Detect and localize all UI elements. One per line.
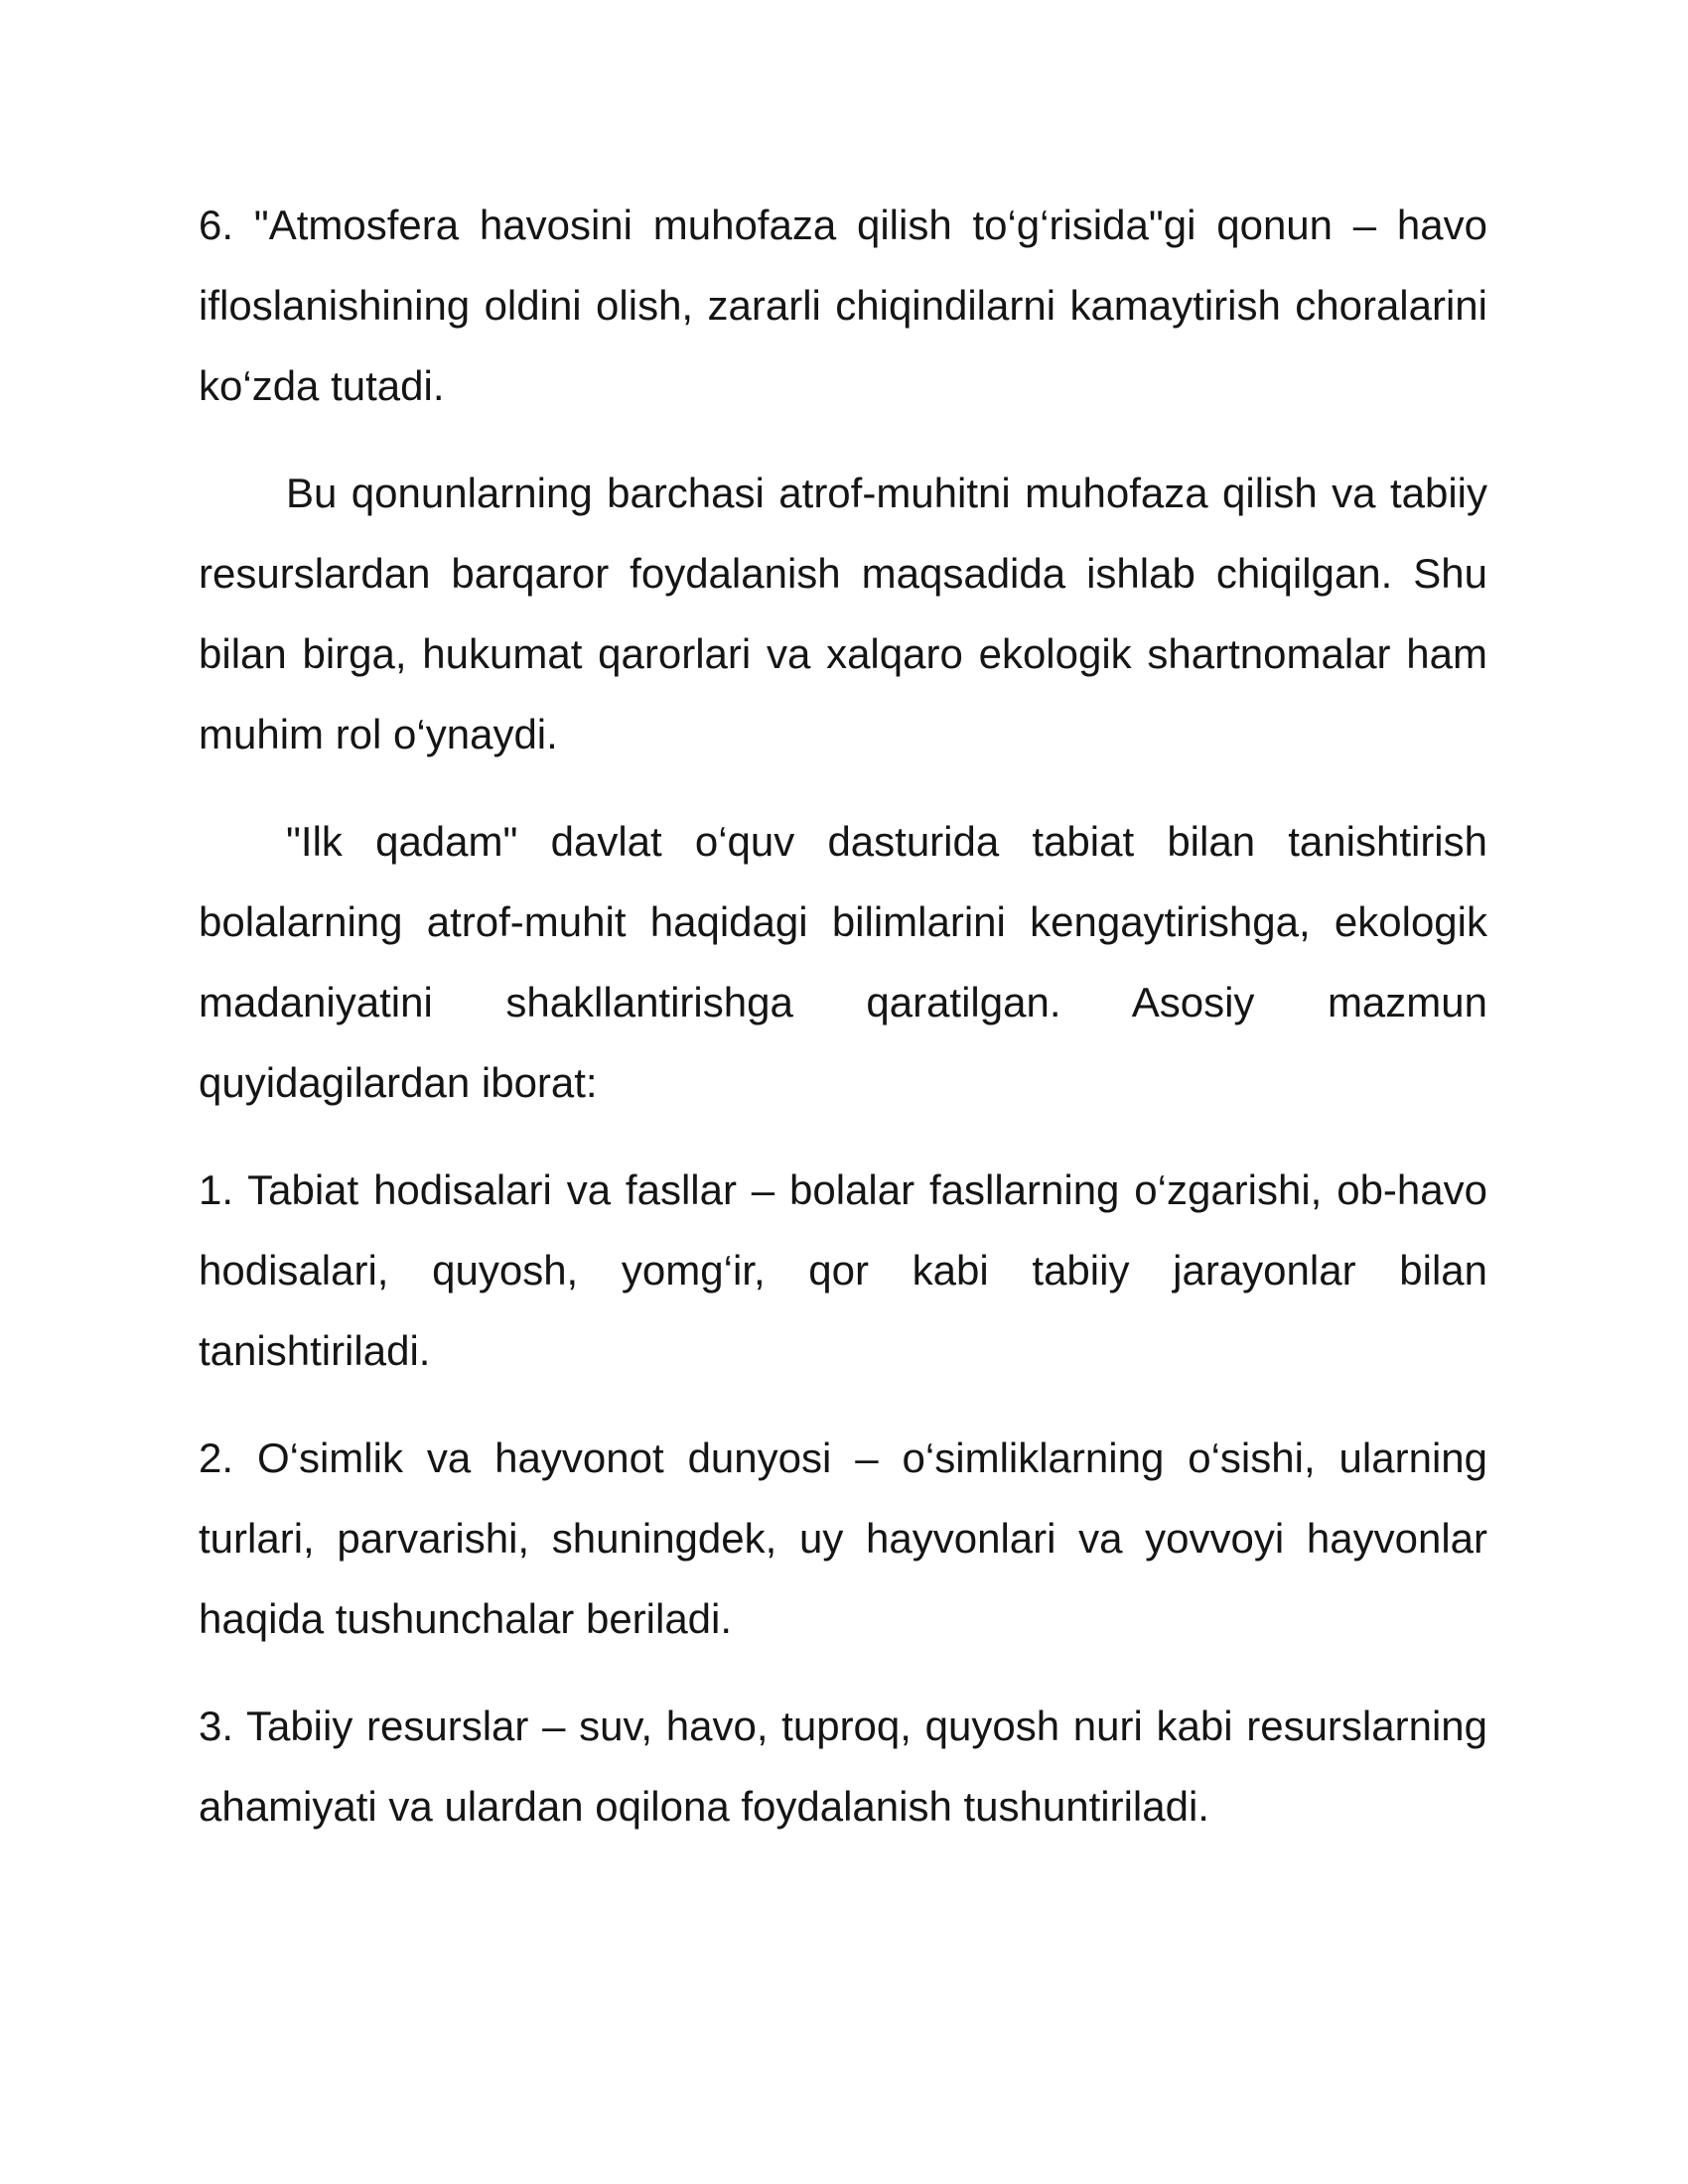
content-item-3: 3. Tabiiy resurslar – suv, havo, tuproq, quyosh nuri kabi resurslarning ahamiyati va ulardan oqilona foydalanish tushuntiriladi. — [199, 1703, 1487, 1830]
ilk-qadam-intro-paragraph: "Ilk qadam" davlat o‘quv dasturida tabiat bilan tanishtirish bolalarning atrof-muhit haqidagi bilimlarini kengaytirishga, ekologik madaniyatini shakllantirishga qaratilgan. Asosiy mazmun quyidagilardan iborat: — [199, 818, 1487, 1106]
law-paragraph-6: 6. "Atmosfera havosini muhofaza qilish to‘g‘risida"gi qonun – havo ifloslanishining oldini olish, zararli chiqindilarni kamaytirish choralarini ko‘zda tutadi. — [199, 202, 1487, 409]
document-body — [199, 185, 1487, 1873]
content-item-2: 2. O‘simlik va hayvonot dunyosi – o‘simliklarning o‘sishi, ularning turlari, parvarishi, shuningdek, uy hayvonlari va yovvoyi hayvonlar haqida tushunchalar beriladi. — [199, 1434, 1487, 1642]
laws-summary-paragraph: Bu qonunlarning barchasi atrof-muhitni muhofaza qilish va tabiiy resurslardan barqaror foydalanish maqsadida ishlab chiqilgan. Shu bilan birga, hukumat qarorlari va xalqaro ekologik shartnomalar ham muhim rol o‘ynaydi. — [199, 470, 1487, 757]
content-item-1: 1. Tabiat hodisalari va fasllar – bolalar fasllarning o‘zgarishi, ob-havo hodisalari, quyosh, yomg‘ir, qor kabi tabiiy jarayonlar bilan tanishtiriladi. — [199, 1166, 1487, 1374]
